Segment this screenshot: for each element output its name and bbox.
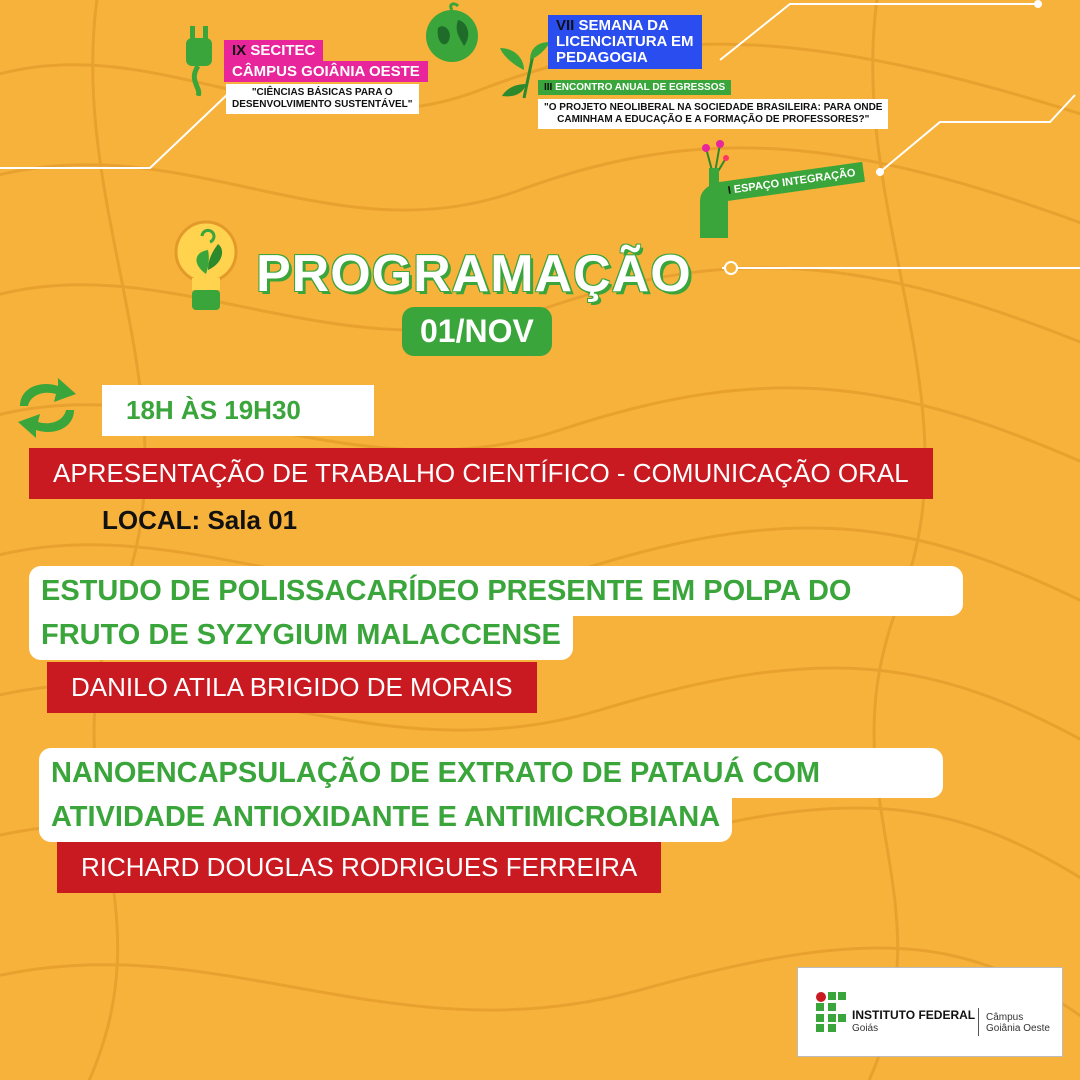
page-title: PROGRAMAÇÃO	[256, 245, 692, 303]
logo-campus-line2: Goiânia Oeste	[986, 1023, 1050, 1034]
semana-line1: SEMANA DA	[578, 17, 669, 34]
secitec-campus-tag	[224, 61, 428, 82]
globe-icon	[424, 2, 480, 64]
secitec-line1: SECITEC	[250, 42, 316, 59]
semana-tag	[548, 15, 702, 69]
local-label: LOCAL:	[102, 505, 201, 535]
logo-campus-line1: Câmpus	[986, 1012, 1024, 1023]
secitec-theme-line1: "CIÊNCIAS BÁSICAS PARA O	[251, 87, 393, 98]
secitec-theme-line2: DESENVOLVIMENTO SUSTENTÁVEL"	[232, 99, 413, 110]
semana-theme-line1: "O PROJETO NEOLIBERAL NA SOCIEDADE BRASILEIRA: PARA ONDE	[544, 102, 883, 113]
lightbulb-icon	[170, 214, 250, 318]
work-1-author: DANILO ATILA BRIGIDO DE MORAIS	[47, 662, 537, 713]
plug-icon	[178, 26, 226, 96]
semana-line2: LICENCIATURA EM	[556, 33, 694, 50]
semana-line3: PEDAGOGIA	[556, 49, 648, 66]
logo-divider	[978, 1008, 979, 1036]
work-2-title-line1: NANOENCAPSULAÇÃO DE EXTRATO DE PATAUÁ COM	[39, 748, 943, 798]
secitec-line2: CÂMPUS GOIÂNIA OESTE	[232, 63, 420, 80]
session-time: 18H ÀS 19H30	[102, 385, 374, 436]
secitec-tag	[224, 40, 323, 61]
work-2-title-line2: ATIVIDADE ANTIOXIDANTE E ANTIMICROBIANA	[39, 792, 732, 842]
secitec-number: IX	[232, 42, 247, 59]
semana-theme	[538, 99, 888, 129]
logo-state: Goiás	[852, 1023, 879, 1034]
semana-theme-line2: CAMINHAM A EDUCAÇÃO E A FORMAÇÃO DE PROFESSORES?"	[557, 114, 870, 125]
date-badge: 01/NOV	[402, 307, 552, 356]
local-value: Sala 01	[207, 505, 298, 535]
institution-logo	[797, 967, 1063, 1057]
secitec-theme	[226, 84, 419, 114]
session-category: APRESENTAÇÃO DE TRABALHO CIENTÍFICO - COMUNICAÇÃO ORAL	[29, 448, 933, 499]
semana-number: VII	[556, 17, 575, 34]
recycle-icon	[10, 376, 84, 440]
espaco-number: I	[727, 184, 732, 197]
encontro-tag	[538, 80, 731, 95]
logo-campus	[986, 1012, 1050, 1034]
work-1-title-line2: FRUTO DE SYZYGIUM MALACCENSE	[29, 610, 573, 660]
encontro-number: III	[544, 82, 553, 93]
work-1-title-line1: ESTUDO DE POLISSACARÍDEO PRESENTE EM POLPA DO	[29, 566, 963, 616]
if-logo-icon	[816, 992, 846, 1032]
espaco-label: ESPAÇO INTEGRAÇÃO	[733, 167, 857, 196]
session-local	[102, 505, 297, 536]
work-2-author: RICHARD DOUGLAS RODRIGUES FERREIRA	[57, 842, 661, 893]
encontro-label: ENCONTRO ANUAL DE EGRESSOS	[555, 82, 726, 93]
logo-name: INSTITUTO FEDERAL	[852, 1008, 976, 1022]
